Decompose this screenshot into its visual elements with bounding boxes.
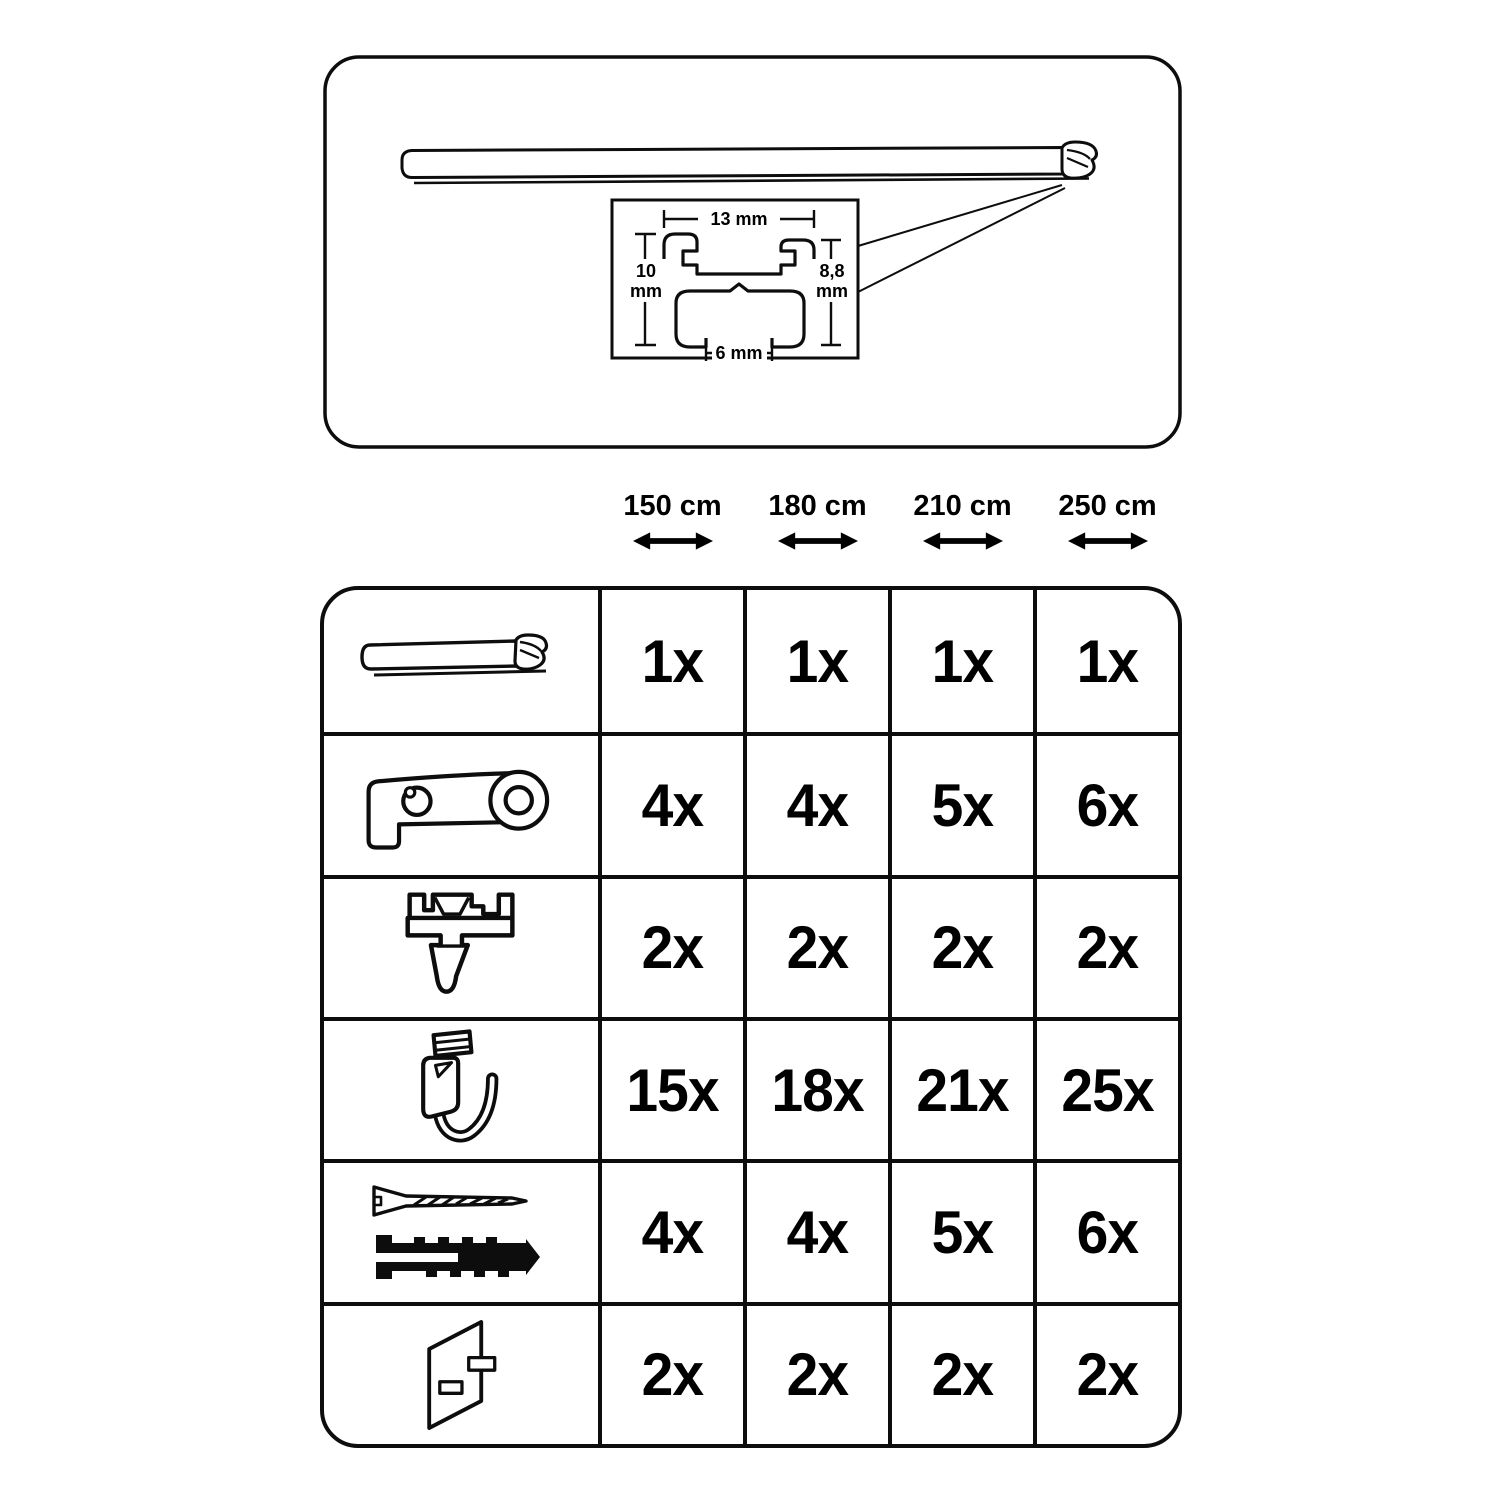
size-column-180	[745, 492, 890, 552]
quantity-value: 5x	[931, 771, 994, 839]
part-icon-cell	[324, 1159, 598, 1301]
quantity-cell	[1033, 732, 1178, 874]
size-label: 250 cm	[1058, 490, 1157, 522]
size-label: 180 cm	[768, 490, 867, 522]
quantity-value: 4x	[641, 1198, 704, 1266]
quantity-cell	[888, 875, 1033, 1017]
quantity-cell	[598, 875, 743, 1017]
quantity-value: 4x	[786, 1198, 849, 1266]
quantity-cell	[888, 590, 1033, 732]
quantity-value: 4x	[786, 771, 849, 839]
quantity-cell	[743, 1159, 888, 1301]
dimension-bottom-width	[706, 343, 772, 364]
rail-overview-diagram	[0, 0, 1500, 560]
quantity-cell	[598, 590, 743, 732]
size-column-250	[1035, 492, 1180, 552]
quantity-cell	[888, 732, 1033, 874]
dimension-right-height-value: 8,8	[819, 261, 845, 281]
quantity-value: 6x	[1076, 1198, 1139, 1266]
part-icon-cell	[324, 1302, 598, 1444]
width-arrow-icon	[1068, 530, 1148, 552]
quantity-value: 2x	[1076, 914, 1139, 982]
screw-and-wall-plug-icon	[366, 1177, 556, 1287]
part-icon-cell	[324, 732, 598, 874]
quantity-cell	[743, 1302, 888, 1444]
width-arrow-icon	[778, 530, 858, 552]
curtain-rail-icon	[358, 628, 564, 694]
quantity-cell	[888, 1302, 1033, 1444]
quantity-cell	[743, 590, 888, 732]
quantity-cell	[1033, 590, 1178, 732]
quantity-cell	[598, 1302, 743, 1444]
mounting-bracket-icon	[361, 753, 561, 858]
part-icon-cell	[324, 1017, 598, 1159]
quantity-value: 2x	[931, 914, 994, 982]
part-icon-cell	[324, 590, 598, 732]
quantity-value: 6x	[1076, 771, 1139, 839]
quantity-value: 2x	[786, 1341, 849, 1409]
end-cover-plate-icon	[408, 1312, 514, 1438]
width-arrow-icon	[633, 530, 713, 552]
dimension-left-height-unit: mm	[629, 281, 663, 301]
quantity-cell	[743, 732, 888, 874]
size-label: 210 cm	[913, 490, 1012, 522]
quantity-cell	[1033, 1159, 1178, 1301]
quantity-cell	[1033, 1302, 1178, 1444]
size-label: 150 cm	[623, 490, 722, 522]
quantity-value: 25x	[1061, 1056, 1154, 1124]
end-stop-glider-icon	[398, 885, 524, 1011]
quantity-value: 1x	[931, 627, 994, 695]
size-header-row	[600, 492, 1180, 552]
quantity-cell	[743, 1017, 888, 1159]
quantity-value: 5x	[931, 1198, 994, 1266]
width-arrow-icon	[923, 530, 1003, 552]
quantity-value: 2x	[786, 914, 849, 982]
dimension-bottom-width-label: 6 mm	[715, 343, 763, 363]
quantity-value: 2x	[641, 1341, 704, 1409]
quantity-cell	[598, 1017, 743, 1159]
size-column-150	[600, 492, 745, 552]
quantity-value: 1x	[1076, 627, 1139, 695]
dimension-left-height-value: 10	[635, 261, 657, 281]
quantity-cell	[743, 875, 888, 1017]
quantity-cell	[598, 1159, 743, 1301]
quantity-value: 2x	[641, 914, 704, 982]
quantity-value: 1x	[641, 627, 704, 695]
quantity-value: 21x	[916, 1056, 1009, 1124]
quantity-value: 1x	[786, 627, 849, 695]
quantity-cell	[1033, 1017, 1178, 1159]
quantity-value: 2x	[1076, 1341, 1139, 1409]
quantity-value: 4x	[641, 771, 704, 839]
quantity-cell	[1033, 875, 1178, 1017]
part-icon-cell	[324, 875, 598, 1017]
quantity-value: 2x	[931, 1341, 994, 1409]
wall-plug	[370, 1235, 540, 1279]
dimension-top-width-label: 13 mm	[710, 209, 768, 229]
quantity-value: 15x	[626, 1056, 719, 1124]
dimension-right-height-unit: mm	[815, 281, 849, 301]
quantity-cell	[888, 1159, 1033, 1301]
quantity-cell	[888, 1017, 1033, 1159]
quantity-cell	[598, 732, 743, 874]
quantity-value: 18x	[771, 1056, 864, 1124]
size-column-210	[890, 492, 1035, 552]
curtain-hook-icon	[409, 1027, 513, 1153]
parts-quantity-table	[320, 586, 1182, 1448]
